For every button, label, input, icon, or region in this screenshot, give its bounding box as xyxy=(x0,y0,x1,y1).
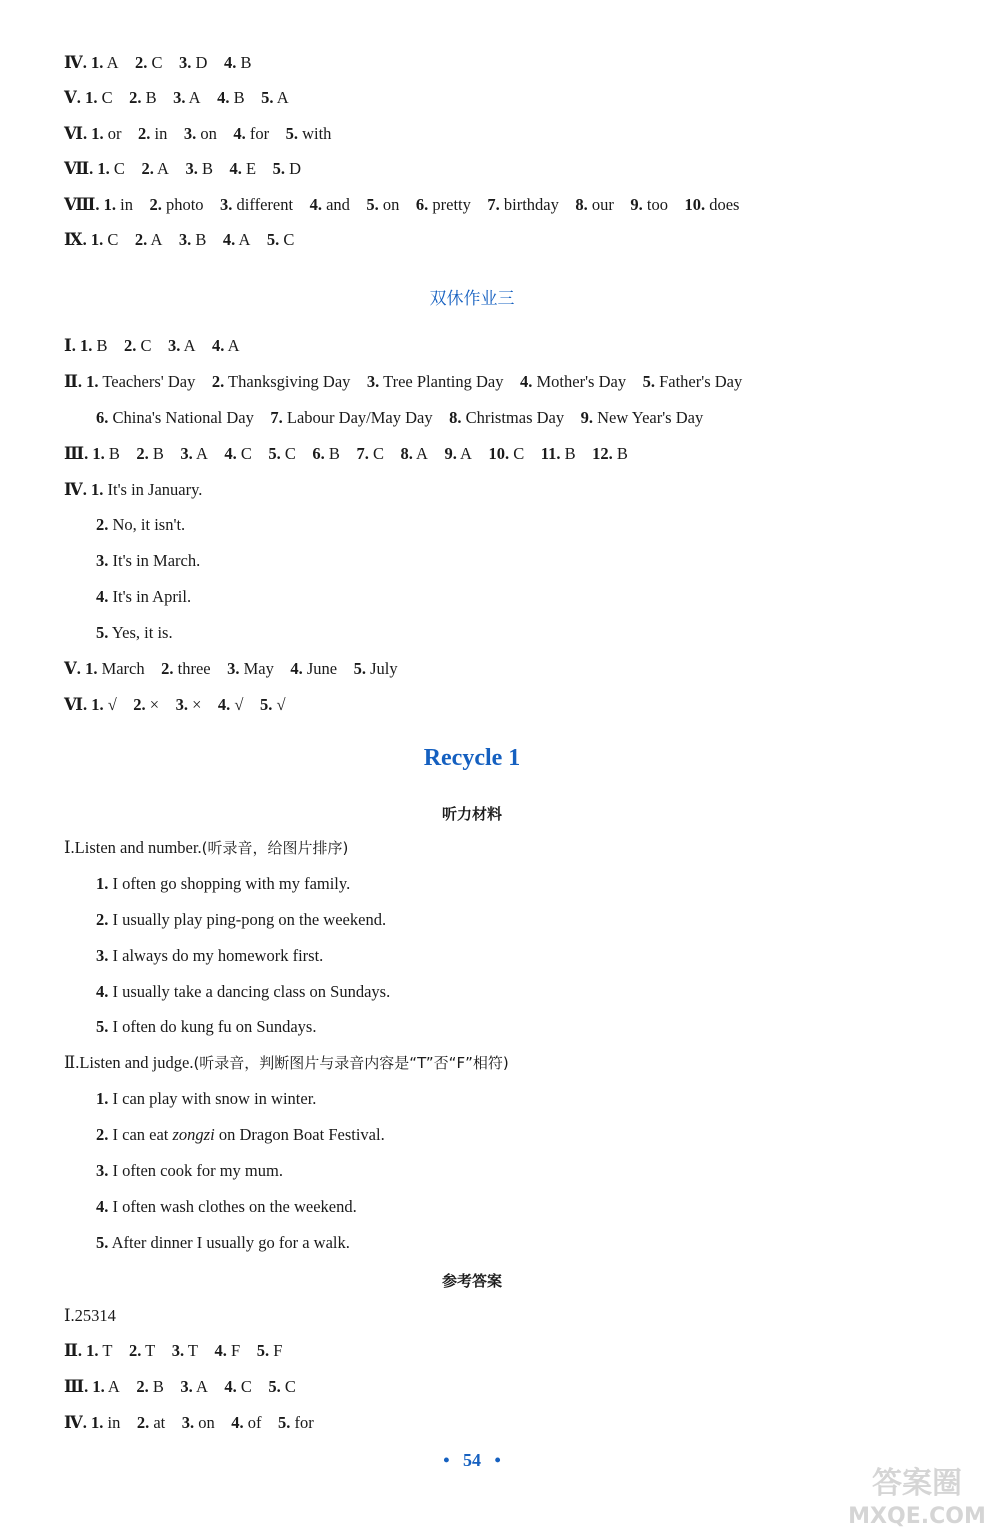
item-answer: at xyxy=(149,1413,166,1432)
item-number: 10. xyxy=(684,195,706,214)
part-label: Ⅲ. xyxy=(64,444,93,463)
item-number: 3. xyxy=(366,372,380,391)
item-number: 4. xyxy=(212,336,225,355)
item-answer: I usually take a dancing class on Sundays. xyxy=(108,982,391,1001)
part-label: Ⅴ. xyxy=(64,659,86,678)
item-answer: D xyxy=(284,159,301,178)
item-answer: × xyxy=(145,695,160,714)
item-number: 2. xyxy=(123,336,137,355)
item-answer: F xyxy=(226,1341,241,1360)
item-answer: B xyxy=(148,444,164,463)
part-label: Ⅶ. xyxy=(64,159,98,178)
item-number: 5. xyxy=(259,695,273,714)
answer-row xyxy=(64,444,628,464)
item-answer: photo xyxy=(161,195,204,214)
item-number: 1. xyxy=(90,53,104,72)
item-number: 2. xyxy=(134,230,148,249)
item-answer: and xyxy=(321,195,350,214)
listening-title: 听力材料 xyxy=(441,805,502,823)
item-answer: No, it isn't. xyxy=(108,515,186,534)
answer-row xyxy=(64,159,301,179)
item-number: 4. xyxy=(520,372,533,391)
bullet-icon: • xyxy=(443,1450,450,1470)
answer-row xyxy=(96,623,173,643)
answer-row xyxy=(64,695,286,715)
item-answer: It's in March. xyxy=(108,551,201,570)
item-answer: T xyxy=(98,1341,113,1360)
item-number: 1. xyxy=(90,1413,104,1432)
answer-row xyxy=(64,372,742,392)
item-number: 7. xyxy=(487,195,500,214)
listening-part-heading xyxy=(64,838,348,858)
item-number: 1. xyxy=(92,444,105,463)
item-number: 4. xyxy=(309,195,322,214)
part-label: Ⅰ. xyxy=(64,1306,75,1325)
item-answer: √ xyxy=(272,695,286,714)
part-instruction: (听录音，给图片排序) xyxy=(201,839,349,857)
watermark-logo xyxy=(842,1459,992,1529)
item-number: 4. xyxy=(223,53,237,72)
answer-row xyxy=(96,551,200,571)
item-answer: Father's Day xyxy=(654,372,743,391)
item-number: 3. xyxy=(227,659,240,678)
item-number: 5. xyxy=(96,623,109,642)
item-answer: I always do my homework first. xyxy=(108,946,324,965)
item-answer: birthday xyxy=(499,195,559,214)
item-number: 1. xyxy=(90,230,104,249)
item-answer: C xyxy=(279,230,295,249)
item-number: 6. xyxy=(415,195,429,214)
item-answer: for xyxy=(245,124,270,143)
item-number: 4. xyxy=(222,230,236,249)
item-answer: B xyxy=(236,53,252,72)
item-number: 3. xyxy=(220,195,233,214)
item-answer: does xyxy=(705,195,740,214)
item-answer: of xyxy=(243,1413,262,1432)
item-number: 8. xyxy=(400,444,413,463)
item-number: 8. xyxy=(575,195,588,214)
item-number: 5. xyxy=(272,159,285,178)
item-answer: C xyxy=(280,1377,296,1396)
item-answer: Teachers' Day xyxy=(98,372,196,391)
item-number: 7. xyxy=(356,444,369,463)
item-number: 3. xyxy=(181,1413,195,1432)
item-number: 1. xyxy=(96,874,109,893)
part-label: Ⅱ. xyxy=(64,372,87,391)
item-number: 2. xyxy=(211,372,225,391)
item-number: 12. xyxy=(592,444,613,463)
answers-title: 参考答案 xyxy=(441,1272,502,1290)
item-answer: B xyxy=(229,88,245,107)
item-answer: C xyxy=(136,336,152,355)
answer-row xyxy=(96,515,185,535)
section-title: 双休作业三 xyxy=(429,289,515,309)
item-number: 5. xyxy=(261,88,274,107)
part-label: Ⅳ. xyxy=(64,480,91,499)
item-number: 3. xyxy=(96,946,109,965)
part-label: Ⅱ. xyxy=(64,1053,80,1072)
item-number: 5. xyxy=(278,1413,291,1432)
item-number: 2. xyxy=(96,910,109,929)
item-answer: on xyxy=(378,195,400,214)
part-title: Listen and judge. xyxy=(79,1053,194,1072)
item-answer: in xyxy=(103,1413,121,1432)
item-answer: B xyxy=(612,444,628,463)
answer-row xyxy=(64,1341,282,1361)
item-answer: Thanksgiving Day xyxy=(224,372,351,391)
item-number: 2. xyxy=(141,159,154,178)
item-answer: A xyxy=(185,88,201,107)
item-answer: on xyxy=(196,124,217,143)
item-number: 2. xyxy=(136,1413,150,1432)
item-number: 4. xyxy=(233,124,246,143)
part-label: Ⅷ. xyxy=(64,195,104,214)
part-label: Ⅰ. xyxy=(64,838,75,857)
item-answer: New Year's Day xyxy=(593,408,704,427)
item-number: 4. xyxy=(217,695,231,714)
answer-row xyxy=(64,53,251,73)
item-number: 5. xyxy=(366,195,379,214)
item-number: 4. xyxy=(96,587,109,606)
part-label: Ⅳ. xyxy=(64,53,91,72)
item-answer: for xyxy=(290,1413,314,1432)
item-number: 2. xyxy=(135,53,148,72)
item-number: 4. xyxy=(214,1341,227,1360)
item-answer: E xyxy=(241,159,257,178)
item-number: 1. xyxy=(103,195,116,214)
listening-line xyxy=(96,874,350,894)
item-answer: C xyxy=(147,53,163,72)
item-answer: C xyxy=(280,444,296,463)
item-number: 4. xyxy=(231,1413,244,1432)
item-answer: in xyxy=(115,195,133,214)
listening-line xyxy=(96,1233,350,1253)
line-text: I can eat xyxy=(108,1125,173,1144)
item-number: 5. xyxy=(268,444,281,463)
item-number: 1. xyxy=(90,480,104,499)
item-number: 10. xyxy=(488,444,510,463)
item-answer: × xyxy=(187,695,202,714)
answer-row xyxy=(64,230,294,250)
item-number: 2. xyxy=(133,695,146,714)
part-title: Listen and number. xyxy=(74,838,202,857)
item-answer: F xyxy=(269,1341,283,1360)
item-number: 3. xyxy=(178,230,192,249)
item-answer: A xyxy=(273,88,289,107)
item-number: 1. xyxy=(86,1341,99,1360)
item-answer: T xyxy=(141,1341,156,1360)
item-number: 2. xyxy=(129,88,142,107)
item-answer: I can play with snow in winter. xyxy=(108,1089,317,1108)
part-label: Ⅸ. xyxy=(64,230,91,249)
item-number: 4. xyxy=(224,1377,237,1396)
item-answer: B xyxy=(141,88,157,107)
bullet-icon: • xyxy=(494,1450,501,1470)
item-number: 4. xyxy=(217,88,230,107)
item-number: 3. xyxy=(185,159,198,178)
item-number: 9. xyxy=(580,408,594,427)
item-number: 6. xyxy=(312,444,325,463)
item-answer: A xyxy=(456,444,472,463)
item-answer: B xyxy=(324,444,340,463)
item-number: 1. xyxy=(79,336,93,355)
item-answer: Mother's Day xyxy=(532,372,627,391)
item-answer: It's in January. xyxy=(103,480,203,499)
item-answer: It's in April. xyxy=(108,587,192,606)
answer-text: 25314 xyxy=(74,1306,116,1325)
item-number: 5. xyxy=(285,124,298,143)
listening-line xyxy=(96,1197,357,1217)
item-number: 3. xyxy=(175,695,188,714)
part-label: Ⅳ. xyxy=(64,1413,91,1432)
item-number: 2. xyxy=(137,124,151,143)
item-number: 1. xyxy=(96,1089,109,1108)
item-answer: B xyxy=(104,444,120,463)
item-answer: C xyxy=(368,444,384,463)
item-number: 2. xyxy=(96,515,109,534)
item-answer: A xyxy=(192,444,208,463)
item-number: 2. xyxy=(161,659,174,678)
item-number: 3. xyxy=(96,551,109,570)
page-number xyxy=(0,1450,944,1471)
listening-line xyxy=(96,946,323,966)
item-answer: I often do kung fu on Sundays. xyxy=(108,1017,317,1036)
item-number: 9. xyxy=(444,444,457,463)
item-number: 3. xyxy=(171,1341,185,1360)
part-label: Ⅱ. xyxy=(64,1341,87,1360)
item-number: 2. xyxy=(96,1125,109,1144)
item-number: 3. xyxy=(179,53,192,72)
item-number: 5. xyxy=(268,1377,281,1396)
item-answer: A xyxy=(412,444,428,463)
item-answer: A xyxy=(192,1377,208,1396)
listening-line xyxy=(96,910,386,930)
item-number: 1. xyxy=(91,124,104,143)
item-number: 6. xyxy=(96,408,109,427)
item-number: 3. xyxy=(96,1161,109,1180)
answer-row xyxy=(64,1306,116,1326)
item-answer: Labour Day/May Day xyxy=(282,408,433,427)
item-number: 3. xyxy=(173,88,186,107)
item-answer: May xyxy=(239,659,274,678)
item-answer: I usually play ping-pong on the weekend. xyxy=(108,910,387,929)
svg-text:答案圈: 答案圈 xyxy=(872,1466,962,1501)
item-answer: pretty xyxy=(428,195,471,214)
item-number: 9. xyxy=(630,195,643,214)
item-number: 1. xyxy=(85,659,98,678)
item-answer: I often go shopping with my family. xyxy=(108,874,351,893)
item-answer: Yes, it is. xyxy=(108,623,173,642)
item-answer: on xyxy=(194,1413,215,1432)
item-answer: A xyxy=(103,53,119,72)
item-answer: too xyxy=(642,195,668,214)
item-answer: T xyxy=(184,1341,198,1360)
item-number: 5. xyxy=(96,1017,109,1036)
item-number: 8. xyxy=(449,408,462,427)
item-answer: D xyxy=(191,53,208,72)
item-number: 4. xyxy=(229,159,242,178)
item-answer: A xyxy=(224,336,240,355)
answer-row xyxy=(64,480,202,500)
page-number-text: 54 xyxy=(463,1450,481,1470)
answer-row xyxy=(64,124,331,144)
item-number: 3. xyxy=(180,1377,193,1396)
item-number: 3. xyxy=(168,336,181,355)
part-label: Ⅲ. xyxy=(64,1377,93,1396)
item-answer: with xyxy=(297,124,332,143)
item-answer: A xyxy=(153,159,169,178)
item-number: 4. xyxy=(96,982,109,1001)
part-label: Ⅵ. xyxy=(64,695,92,714)
item-answer: C xyxy=(109,159,125,178)
item-number: 7. xyxy=(270,408,283,427)
item-answer: I often wash clothes on the weekend. xyxy=(108,1197,357,1216)
item-answer: our xyxy=(587,195,614,214)
item-number: 5. xyxy=(256,1341,270,1360)
svg-text:MXQE.COM: MXQE.COM xyxy=(848,1504,986,1529)
item-answer: three xyxy=(173,659,211,678)
line-text: on Dragon Boat Festival. xyxy=(214,1125,385,1144)
item-number: 2. xyxy=(128,1341,142,1360)
listening-line xyxy=(96,1089,316,1109)
item-answer: C xyxy=(97,88,113,107)
listening-line xyxy=(96,1125,385,1145)
item-answer: C xyxy=(236,444,252,463)
item-answer: B xyxy=(560,444,576,463)
answer-row xyxy=(64,195,739,215)
recycle-title: Recycle 1 xyxy=(423,745,521,771)
item-answer: June xyxy=(302,659,338,678)
item-answer: B xyxy=(92,336,108,355)
item-answer: B xyxy=(148,1377,164,1396)
answer-row xyxy=(64,336,240,356)
item-number: 4. xyxy=(290,659,303,678)
item-answer: C xyxy=(509,444,525,463)
answer-row xyxy=(96,408,703,428)
item-answer: different xyxy=(232,195,294,214)
listening-part-heading xyxy=(64,1053,509,1073)
item-number: 2. xyxy=(149,195,162,214)
item-number: 1. xyxy=(85,88,98,107)
item-number: 5. xyxy=(96,1233,109,1252)
item-number: 1. xyxy=(86,372,99,391)
item-answer: B xyxy=(191,230,207,249)
item-answer: √ xyxy=(230,695,244,714)
item-answer: B xyxy=(197,159,213,178)
listening-line xyxy=(96,1161,283,1181)
item-number: 3. xyxy=(183,124,197,143)
item-answer: March xyxy=(97,659,145,678)
item-number: 11. xyxy=(540,444,561,463)
item-number: 3. xyxy=(180,444,193,463)
answer-row xyxy=(64,88,289,108)
item-number: 5. xyxy=(353,659,366,678)
item-number: 1. xyxy=(97,159,110,178)
item-number: 5. xyxy=(642,372,655,391)
item-number: 5. xyxy=(266,230,280,249)
item-answer: China's National Day xyxy=(108,408,254,427)
italic-word: zongzi xyxy=(172,1125,215,1144)
item-answer: A xyxy=(104,1377,120,1396)
item-answer: A xyxy=(180,336,196,355)
item-answer: Tree Planting Day xyxy=(379,372,504,391)
part-label: Ⅵ. xyxy=(64,124,92,143)
answer-row xyxy=(64,1377,296,1397)
item-answer: C xyxy=(103,230,119,249)
part-label: Ⅴ. xyxy=(64,88,86,107)
item-number: 1. xyxy=(91,695,104,714)
item-answer: A xyxy=(235,230,251,249)
listening-line xyxy=(96,982,390,1002)
item-number: 2. xyxy=(136,1377,149,1396)
item-answer: Christmas Day xyxy=(461,408,565,427)
item-number: 1. xyxy=(92,1377,105,1396)
answer-row xyxy=(64,1413,314,1433)
answer-row xyxy=(64,659,398,679)
part-label: Ⅰ. xyxy=(64,336,80,355)
item-answer: C xyxy=(236,1377,252,1396)
item-answer: A xyxy=(147,230,163,249)
part-instruction: (听录音，判断图片与录音内容是“T”否“F”相符) xyxy=(193,1054,509,1072)
item-answer: √ xyxy=(103,695,117,714)
item-answer: After dinner I usually go for a walk. xyxy=(108,1233,350,1252)
item-number: 4. xyxy=(224,444,237,463)
item-answer: July xyxy=(366,659,398,678)
answer-row xyxy=(96,587,191,607)
item-answer: I often cook for my mum. xyxy=(108,1161,283,1180)
item-number: 2. xyxy=(136,444,149,463)
item-answer: or xyxy=(103,124,122,143)
item-answer: in xyxy=(150,124,168,143)
listening-line xyxy=(96,1017,316,1037)
item-number: 4. xyxy=(96,1197,109,1216)
